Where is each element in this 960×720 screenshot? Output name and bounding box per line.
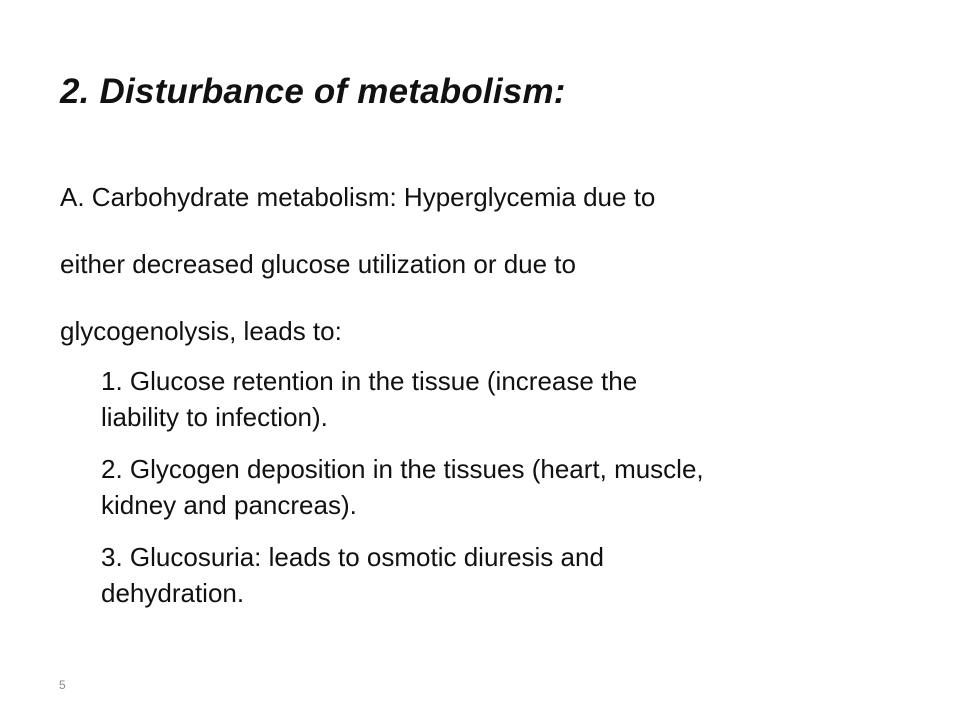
- list-item: [101, 363, 901, 435]
- list-item-line: kidney and pancreas).: [101, 490, 357, 520]
- page-number: 5: [59, 678, 66, 692]
- slide-title: 2. Disturbance of metabolism:: [60, 72, 566, 111]
- intro-paragraph: [60, 164, 900, 365]
- intro-line: glycogenolysis, leads to:: [60, 316, 342, 346]
- intro-line: A. Carbohydrate metabolism: Hyperglycemia due to: [60, 182, 656, 212]
- intro-line: either decreased glucose utilization or due to: [60, 249, 576, 279]
- list-item-line: dehydration.: [101, 578, 245, 608]
- list-item: [101, 539, 901, 611]
- list-item: [101, 451, 901, 523]
- numbered-list: [101, 363, 901, 627]
- list-item-line: 2. Glycogen deposition in the tissues (heart, muscle,: [101, 454, 704, 484]
- list-item-line: 3. Glucosuria: leads to osmotic diuresis and: [101, 542, 604, 572]
- list-item-line: 1. Glucose retention in the tissue (increase the: [101, 366, 638, 396]
- list-item-line: liability to infection).: [101, 402, 328, 432]
